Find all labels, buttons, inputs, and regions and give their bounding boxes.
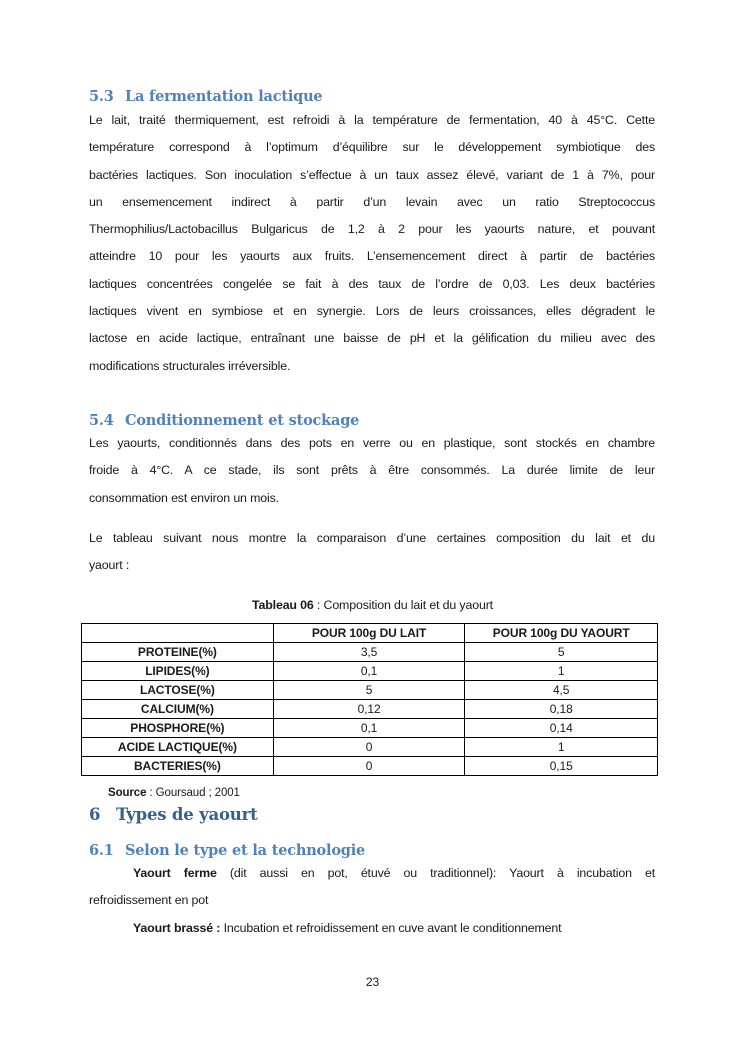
list-item-yaourt-brasse — [89, 915, 655, 942]
milk-value: 0 — [273, 757, 465, 776]
row-label: PHOSPHORE(%) — [82, 719, 274, 738]
text-line: lactiques vivent en symbiose et en synergie. Lors de leurs croissances, elles dégradent le — [89, 304, 655, 319]
table-row — [82, 738, 658, 757]
section-title: La fermentation lactique — [125, 88, 323, 105]
row-label: LIPIDES(%) — [82, 662, 274, 681]
section-heading-6-1 — [89, 842, 365, 859]
text-line: refroidissement en pot — [89, 893, 209, 908]
definition: (dit aussi en pot, étuvé ou traditionnel): Yaourt à incubation et — [216, 866, 655, 880]
row-label: PROTEINE(%) — [82, 643, 274, 662]
section-number: 6.1 — [89, 842, 114, 859]
row-label: BACTERIES(%) — [82, 757, 274, 776]
section-title: Conditionnement et stockage — [125, 412, 360, 429]
yogurt-value: 1 — [465, 662, 658, 681]
section-title: Types de yaourt — [116, 805, 258, 824]
section-number: 5.4 — [89, 412, 114, 429]
milk-value: 0,12 — [273, 700, 465, 719]
term: Yaourt ferme — [133, 866, 217, 880]
table-row — [82, 757, 658, 776]
text-line: lactose en acide lactique, entraînant une baisse de pH et la gélification du milieu avec des — [89, 331, 655, 346]
list-item-yaourt-ferme — [89, 860, 655, 887]
section-number: 6 — [89, 805, 101, 824]
row-label: ACIDE LACTIQUE(%) — [82, 738, 274, 757]
milk-value: 0,1 — [273, 719, 465, 738]
table-source — [108, 787, 240, 799]
yogurt-value: 0,14 — [465, 719, 658, 738]
table-caption-label: Tableau 06 — [252, 598, 314, 612]
page-number: 23 — [365, 975, 380, 989]
row-label: LACTOSE(%) — [82, 681, 274, 700]
table-row — [82, 719, 658, 738]
table-row — [82, 700, 658, 719]
table-caption — [0, 598, 745, 612]
source-label: Source — [108, 787, 147, 799]
text-line: un ensemencement indirect à partir d’un levain avec un ratio Streptococcus — [89, 194, 655, 209]
milk-value: 5 — [273, 681, 465, 700]
paragraph-storage — [89, 430, 655, 512]
table-header-row — [82, 624, 658, 643]
composition-table — [81, 623, 658, 776]
row-label: CALCIUM(%) — [82, 700, 274, 719]
yogurt-value: 5 — [465, 643, 658, 662]
header-cell: POUR 100g DU LAIT — [273, 624, 465, 643]
table-caption-text: : Composition du lait et du yaourt — [313, 598, 493, 612]
yogurt-value: 1 — [465, 738, 658, 757]
term: Yaourt brassé : — [133, 920, 221, 935]
paragraph-table-intro — [89, 525, 655, 580]
section-heading-5-4 — [89, 412, 359, 429]
section-heading-5-3 — [89, 88, 322, 105]
milk-value: 0 — [273, 738, 465, 757]
definition: Incubation et refroidissement en cuve avant le conditionnement — [220, 920, 562, 935]
text-line: modifications structurales irréversible. — [89, 358, 291, 373]
yogurt-value: 0,15 — [465, 757, 658, 776]
text-line: Le lait, traité thermiquement, est refroidi à la température de fermentation, 40 à 45°C. Cette — [89, 113, 655, 127]
section-number: 5.3 — [89, 88, 114, 105]
section-heading-6 — [89, 805, 258, 824]
header-cell: POUR 100g DU YAOURT — [465, 624, 658, 643]
text-line: atteindre 10 pour les yaourts aux fruits. L’ensemencement direct à partir de bactéries — [89, 249, 655, 264]
section-title: Selon le type et la technologie — [125, 842, 366, 859]
header-cell — [82, 624, 274, 643]
source-text: : Goursaud ; 2001 — [146, 787, 240, 799]
paragraph-fermentation — [89, 107, 655, 380]
text-line: température correspond à l’optimum d’équilibre sur le développement symbiotique des — [89, 140, 655, 155]
text-line: lactiques concentrées congelée se fait à des taux de l’ordre de 0,03. Les deux bactéries — [89, 276, 655, 291]
text-line: Le tableau suivant nous montre la comparaison d’une certaines composition du lait et du — [89, 531, 655, 545]
yogurt-value: 4,5 — [465, 681, 658, 700]
yogurt-value: 0,18 — [465, 700, 658, 719]
text-line: Thermophilius/Lactobacillus Bulgaricus de 1,2 à 2 pour les yaourts nature, et pouvant — [89, 222, 655, 237]
table-row — [82, 643, 658, 662]
text-line: Les yaourts, conditionnés dans des pots en verre ou en plastique, sont stockés en chambre — [89, 436, 655, 450]
table-row — [82, 662, 658, 681]
milk-value: 3,5 — [273, 643, 465, 662]
text-line: consommation est environ un mois. — [89, 490, 279, 505]
table-row — [82, 681, 658, 700]
text-line: bactéries lactiques. Son inoculation s’effectue à un taux assez élevé, variant de 1 à 7%, pour — [89, 167, 655, 182]
milk-value: 0,1 — [273, 662, 465, 681]
text-line: froide à 4°C. A ce stade, ils sont prêts à être consommés. La durée limite de leur — [89, 463, 655, 478]
text-line: yaourt : — [89, 558, 130, 573]
yogurt-types-list — [89, 860, 655, 942]
